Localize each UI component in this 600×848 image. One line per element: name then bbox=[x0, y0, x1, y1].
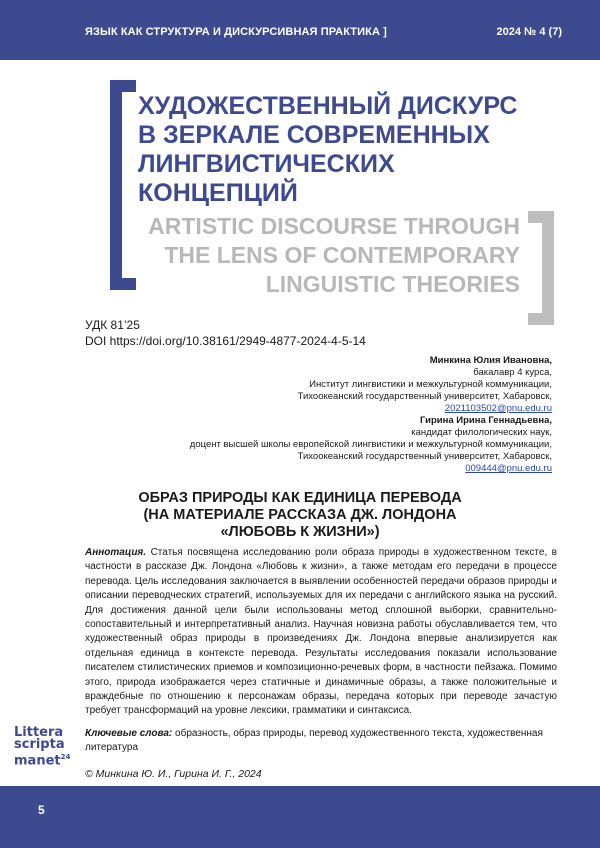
doi-link[interactable]: DOI https://doi.org/10.38161/2949-4877-2024-4-5-14 bbox=[85, 334, 366, 348]
left-bracket-decoration bbox=[110, 80, 136, 290]
author-name: Минкина Юлия Ивановна, bbox=[429, 355, 552, 366]
author-email-link[interactable]: 009444@pnu.edu.ru bbox=[465, 463, 552, 474]
author-block bbox=[190, 415, 552, 475]
author-position: бакалавр 4 курса, bbox=[473, 367, 552, 378]
author-institute: Институт лингвистики и межкультурной коммуникации, bbox=[309, 379, 552, 390]
logo-line: Littera bbox=[14, 725, 64, 740]
section-title-ru: ХУДОЖЕСТВЕННЫЙ ДИСКУРС В ЗЕРКАЛЕ СОВРЕМЕННЫХ ЛИНГВИСТИЧЕСКИХ КОНЦЕПЦИЙ bbox=[138, 92, 518, 207]
author-position: доцент высшей школы европейской лингвистики и межкультурной коммуникации, bbox=[189, 439, 552, 450]
keywords-text: образность, образ природы, перевод художественного текста, художественная литература bbox=[85, 728, 543, 754]
abstract bbox=[85, 546, 557, 719]
abstract-text: Статья посвящена исследованию роли образа природы в художественном тексте, в частности в рассказе Дж. Лондона «Любовь к жизни», а также методам его передачи в процессе перевода. Цель исследования заключается в выявлении особенностей передачи образов природы и описании переводческих стратегий, используемых для их передачи с английского языка на русский. Для достижения данной цели были использованы метод сплошной выборки, сравнительно-сопоставительный и интерпретативный анализ. Научная новизна работы обуславливается тем, что художественный образ природы в произведениях Дж. Лондона впервые анализируется как отдельная единица в контексте перевода. Результаты исследования показали использование писателем стилистических приемов и композиционно-речевых форм, в частности пейзажа. Помимо этого, природа изображается через статичные и динамичные образы, а также положительные и враждебные по отношению к персонажам образы, передача которых при переводе зачастую требует трансформаций на уровне лексики, грамматики и синтаксиса. bbox=[85, 547, 557, 717]
journal-logo bbox=[14, 727, 76, 767]
issue-number: 2024 № 4 (7) bbox=[496, 26, 562, 38]
copyright: © Минкина Ю. И., Гирина И. Г., 2024 bbox=[85, 768, 262, 780]
author-university: Тихоокеанский государственный университет, Хабаровск, bbox=[297, 451, 552, 462]
author-block bbox=[298, 355, 552, 415]
page-footer bbox=[0, 786, 600, 848]
logo-suffix: 24 bbox=[60, 753, 71, 761]
section-title-en: ARTISTIC DISCOURSE THROUGH THE LENS OF CONTEMPORARY LINGUISTIC THEORIES bbox=[148, 213, 520, 297]
page-number: 5 bbox=[38, 803, 45, 817]
udk-code: УДК 81’25 bbox=[85, 318, 140, 332]
author-degree: кандидат филологических наук, bbox=[411, 427, 552, 438]
journal-section-title: ЯЗЫК КАК СТРУКТУРА И ДИСКУРСИВНАЯ ПРАКТИКА ] bbox=[85, 26, 387, 38]
page-header bbox=[0, 0, 600, 60]
abstract-label: Аннотация. bbox=[85, 547, 147, 558]
keywords bbox=[85, 727, 557, 756]
article-title: ОБРАЗ ПРИРОДЫ КАК ЕДИНИЦА ПЕРЕВОДА (НА МАТЕРИАЛЕ РАССКАЗА ДЖ. ЛОНДОНА «ЛЮБОВЬ К ЖИЗНИ») bbox=[138, 490, 462, 540]
logo-word: manet bbox=[14, 753, 61, 769]
logo-line bbox=[14, 751, 76, 767]
logo-line: scripta bbox=[14, 737, 65, 752]
right-bracket-decoration bbox=[528, 211, 554, 325]
author-university: Тихоокеанский государственный университет, Хабаровск, bbox=[297, 391, 552, 402]
author-email-link[interactable]: 2021103502@pnu.edu.ru bbox=[444, 403, 552, 414]
keywords-label: Ключевые слова: bbox=[85, 728, 173, 739]
author-name: Гирина Ирина Геннадьевна, bbox=[419, 415, 552, 426]
